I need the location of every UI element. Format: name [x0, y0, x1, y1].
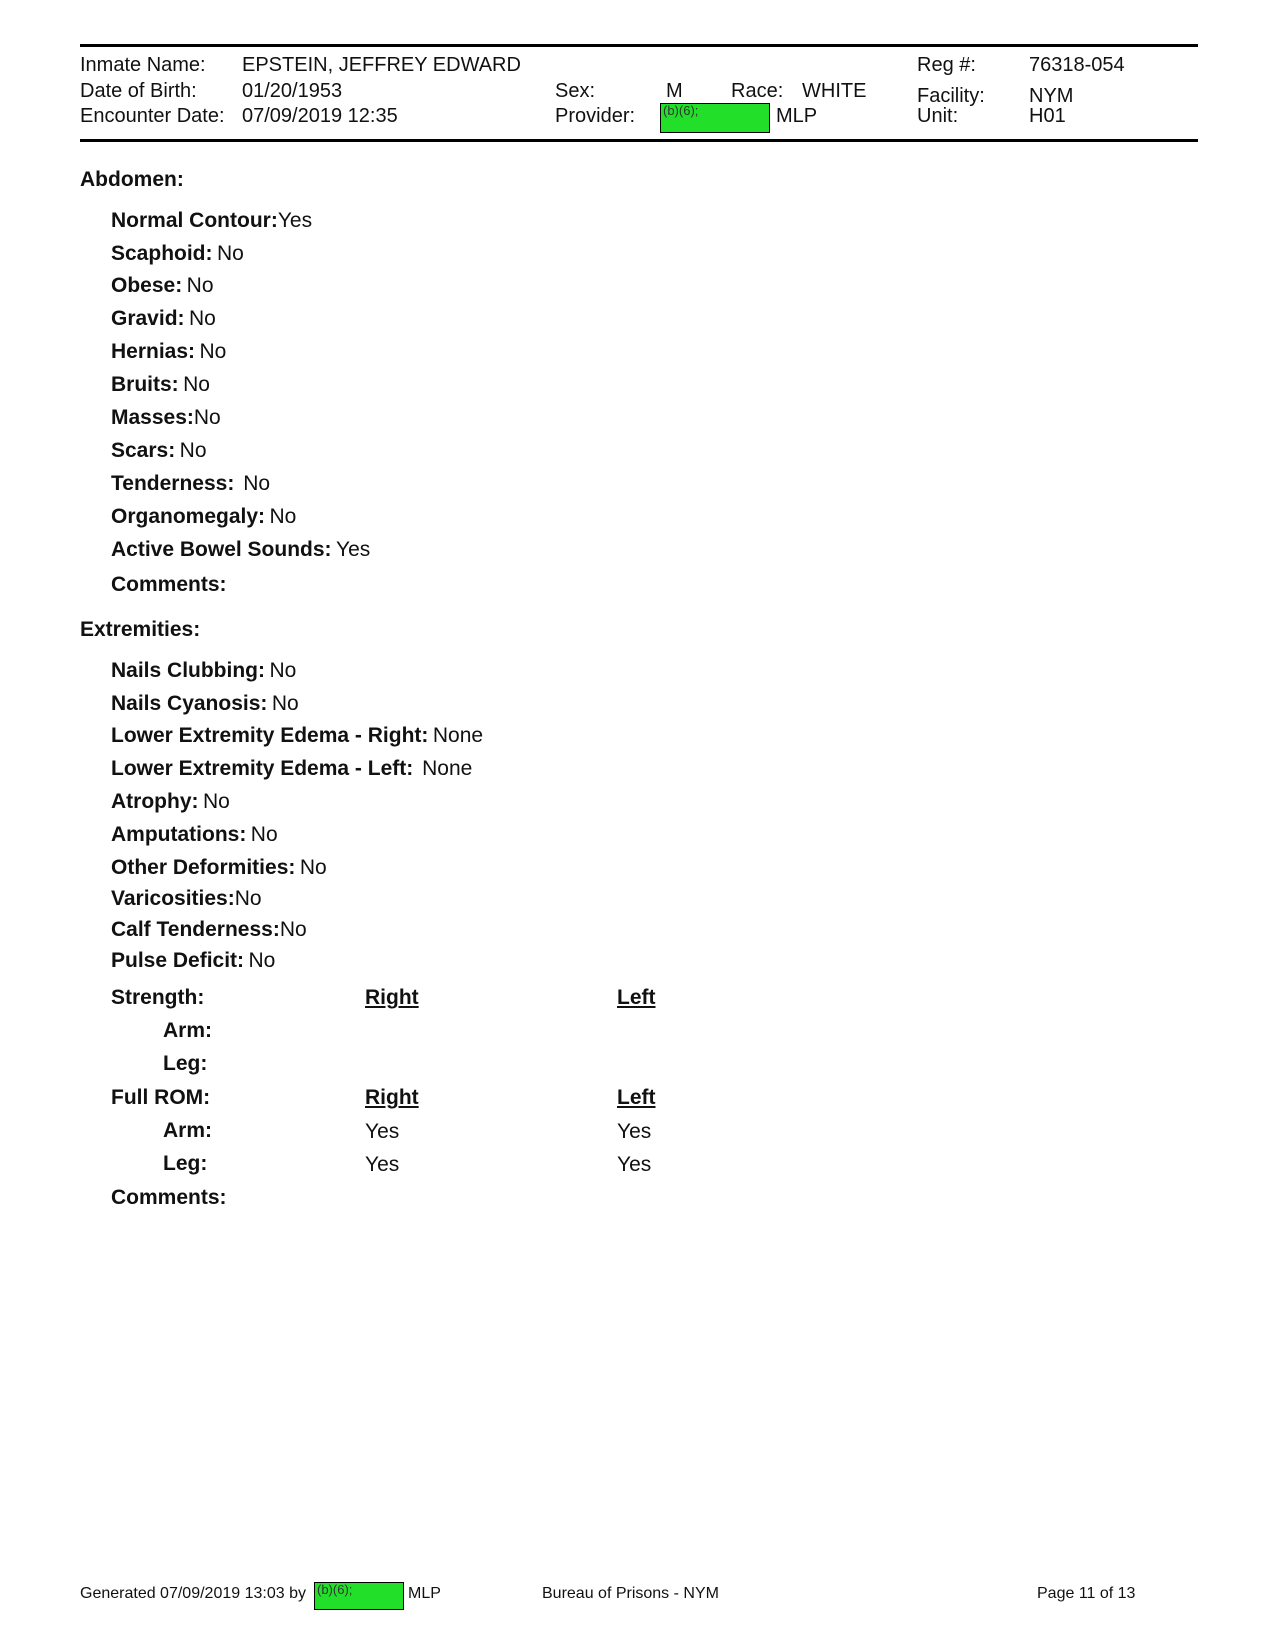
inmate-name-value: EPSTEIN, JEFFREY EDWARD: [242, 54, 521, 76]
extremities-item: [111, 724, 483, 748]
field-label: Calf Tenderness:: [111, 918, 280, 941]
rom-right-header: Right: [365, 1086, 419, 1109]
abdomen-item: [111, 472, 270, 496]
field-label: Obese:: [111, 274, 183, 297]
header-top-rule: [80, 44, 1198, 47]
footer-generated: Generated 07/09/2019 13:03 by: [80, 1585, 306, 1602]
facility-value: NYM: [1029, 85, 1074, 107]
field-value: No: [202, 790, 230, 813]
field-value: No: [234, 887, 262, 910]
extremities-item: [111, 918, 307, 942]
dob-value: 01/20/1953: [242, 80, 343, 102]
extremities-item: [111, 887, 262, 911]
abdomen-item: [111, 307, 216, 331]
field-label: Masses:: [111, 406, 194, 429]
abdomen-item: [111, 505, 296, 529]
field-label: Lower Extremity Edema - Right:: [111, 724, 429, 747]
field-label: Scars:: [111, 439, 176, 462]
race-label: Race:: [731, 80, 784, 102]
field-value: No: [250, 823, 278, 846]
encounter-date-label: Encounter Date:: [80, 105, 225, 127]
field-label: Lower Extremity Edema - Left:: [111, 757, 414, 780]
provider-label: Provider:: [555, 105, 636, 127]
extremities-comments-label: Comments:: [111, 1186, 227, 1209]
unit-label: Unit:: [917, 105, 959, 127]
extremities-item: [111, 949, 275, 973]
field-value: No: [271, 692, 299, 715]
abdomen-item: [111, 274, 214, 298]
rom-arm-left-value: Yes: [617, 1120, 652, 1143]
extremities-section-title: Extremities:: [80, 618, 201, 641]
field-value: No: [186, 274, 214, 297]
provider-suffix: MLP: [776, 105, 818, 127]
field-value: No: [243, 472, 271, 495]
field-value: No: [299, 856, 327, 879]
reg-value: 76318-054: [1029, 54, 1125, 76]
abdomen-item: [111, 439, 207, 463]
rom-left-header: Left: [617, 1086, 656, 1109]
field-value: No: [248, 949, 276, 972]
footer-generated-suffix: MLP: [408, 1585, 441, 1602]
strength-leg-label: Leg:: [163, 1052, 208, 1075]
extremities-item: [111, 823, 278, 847]
strength-right-header: Right: [365, 986, 419, 1009]
field-value: No: [188, 307, 216, 330]
field-value: None: [422, 757, 473, 780]
field-value: No: [269, 659, 297, 682]
strength-arm-label: Arm:: [163, 1019, 213, 1042]
field-label: Atrophy:: [111, 790, 199, 813]
sex-label: Sex:: [555, 80, 596, 102]
extremities-item: [111, 757, 472, 781]
abdomen-item: [111, 242, 244, 266]
field-value: No: [279, 918, 307, 941]
extremities-item: [111, 790, 230, 814]
encounter-date-value: 07/09/2019 12:35: [242, 105, 398, 127]
field-label: Nails Clubbing:: [111, 659, 265, 682]
footer-redaction-box: (b)(6);: [314, 1582, 404, 1610]
rom-leg-label: Leg:: [163, 1152, 208, 1175]
abdomen-item: [111, 209, 312, 233]
field-label: Comments:: [111, 573, 227, 596]
field-value: No: [199, 340, 227, 363]
field-label: Bruits:: [111, 373, 179, 396]
extremities-item: [111, 692, 299, 716]
race-value: WHITE: [802, 80, 867, 102]
field-label: Varicosities:: [111, 887, 235, 910]
field-label: Nails Cyanosis:: [111, 692, 268, 715]
field-value: No: [183, 373, 210, 396]
rom-leg-left-value: Yes: [617, 1153, 652, 1176]
field-label: Organomegaly:: [111, 505, 266, 528]
abdomen-item: [111, 373, 210, 397]
rom-arm-right-value: Yes: [365, 1120, 400, 1143]
field-label: Tenderness:: [111, 472, 235, 495]
field-value: No: [193, 406, 221, 429]
facility-label: Facility:: [917, 85, 985, 107]
strength-label: Strength:: [111, 986, 205, 1009]
extremities-item: [111, 659, 296, 683]
field-label: Active Bowel Sounds:: [111, 538, 332, 561]
dob-label: Date of Birth:: [80, 80, 197, 102]
field-value: None: [432, 724, 484, 747]
field-label: Gravid:: [111, 307, 185, 330]
rom-label: Full ROM:: [111, 1086, 211, 1109]
inmate-name-label: Inmate Name:: [80, 54, 206, 76]
abdomen-item: [111, 340, 226, 364]
field-value: Yes: [277, 209, 313, 232]
abdomen-item: [111, 573, 227, 597]
reg-label: Reg #:: [917, 54, 976, 76]
extremities-item: [111, 856, 327, 880]
rom-arm-label: Arm:: [163, 1119, 213, 1142]
field-value: No: [179, 439, 207, 462]
rom-leg-right-value: Yes: [365, 1153, 400, 1176]
field-label: Scaphoid:: [111, 242, 213, 265]
field-label: Normal Contour:: [111, 209, 278, 232]
footer-page-number: Page 11 of 13: [1037, 1585, 1136, 1602]
abdomen-item: [111, 538, 370, 562]
unit-value: H01: [1029, 105, 1066, 127]
field-value: No: [216, 242, 244, 265]
abdomen-section-title: Abdomen:: [80, 168, 184, 191]
field-label: Other Deformities:: [111, 856, 296, 879]
field-value: Yes: [335, 538, 371, 561]
header-bottom-rule: [80, 139, 1198, 142]
footer-center-text: Bureau of Prisons - NYM: [542, 1585, 719, 1602]
strength-left-header: Left: [617, 986, 656, 1009]
sex-value: M: [666, 80, 683, 102]
provider-redaction-box: (b)(6);: [660, 103, 770, 133]
field-label: Pulse Deficit:: [111, 949, 245, 972]
field-label: Hernias:: [111, 340, 196, 363]
field-label: Amputations:: [111, 823, 247, 846]
field-value: No: [269, 505, 297, 528]
abdomen-item: [111, 406, 221, 430]
